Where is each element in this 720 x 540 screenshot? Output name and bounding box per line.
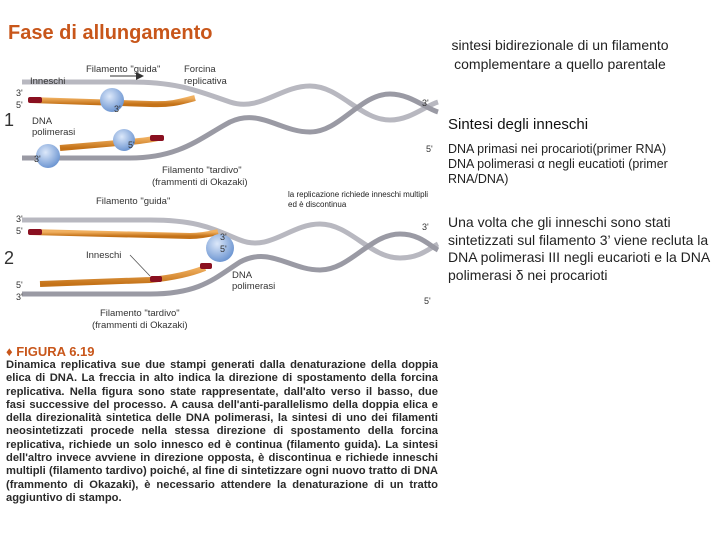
lagging-strand	[60, 138, 158, 148]
panel-1	[4, 64, 438, 188]
label-fork-2: replicativa	[184, 76, 227, 87]
end-label: 5'	[16, 100, 23, 110]
end-label: 5'	[424, 296, 431, 306]
end-label: 3'	[16, 214, 23, 224]
label-primers: Inneschi	[86, 250, 122, 261]
leading-strand	[30, 232, 218, 236]
end-label: 5'	[128, 140, 135, 150]
primer-leading	[28, 229, 42, 235]
label-leading: Filamento "guida"	[96, 196, 171, 207]
figure-caption-text: Dinamica replicativa sue due stampi generati dalla denaturazione della doppia elica di DNA. La freccia in alto indica la direzione di spostamento della forcina replicativa. Nella figura sono state rappresentate, dall'alto verso il basso, due fasi successive del processo. A causa dell'anti-parallelismo della doppia elica e della direzionalità sintetica delle DNA polimerasi, la sintesi di uno dei filamenti neosintetizzati procede nella stessa direzione di spostamento della forcina replicativa, richiede un solo innesco ed è continua (filamento guida). La sintesi dell'altro invece avviene in direzione opposta, è discontinua e richiede inneschi multipli (filamento tardivo) poiché, al fine di sintetizzare ogni nuovo tratto di DNA (frammento di Okazaki), è necessario attendere la denaturazione di un tratto aggiuntivo di stampo.	[6, 359, 438, 504]
label-okazaki: (frammenti di Okazaki)	[92, 320, 188, 331]
end-label: 5'	[16, 280, 23, 290]
end-label: 5'	[16, 226, 23, 236]
slide-title: Fase di allungamento	[8, 22, 213, 44]
primer-synthesis-text	[448, 142, 710, 187]
end-label: 3'	[422, 222, 429, 232]
primer-line: RNA/DNA)	[448, 172, 509, 186]
primer-leading	[28, 97, 42, 103]
end-label: 3'	[34, 154, 41, 164]
label-lagging: Filamento "tardivo"	[162, 165, 242, 176]
discontinuity-note: la replicazione richiede inneschi multipli ed è discontinua	[288, 190, 429, 209]
figure-caption-title: ♦ FIGURA 6.19	[6, 344, 95, 359]
polymerase-recruitment-text: Una volta che gli inneschi sono stati sintetizzati sul filamento 3’ viene recluta la DNA polimerasi III negli eucarioti e la DNA polimerasi δ nei procarioti	[448, 214, 710, 283]
primer-synthesis-heading: Sintesi degli inneschi	[448, 116, 589, 133]
label-leading: Filamento "guida"	[86, 64, 161, 75]
primer-lagging	[150, 135, 164, 141]
primer-line: DNA polimerasi α negli eucatioti (primer	[448, 157, 668, 171]
lagging-strand	[40, 268, 205, 284]
label-okazaki: (frammenti di Okazaki)	[152, 177, 248, 188]
end-label: 5'	[220, 244, 227, 254]
end-label: 5'	[426, 144, 433, 154]
label-primers: Inneschi	[30, 76, 66, 87]
panel-2	[4, 196, 438, 331]
label-fork: Forcina	[184, 64, 216, 75]
end-label: 3'	[114, 104, 121, 114]
end-label: 3'	[422, 98, 429, 108]
label-lagging: Filamento "tardivo"	[100, 308, 180, 319]
label-polymerase-2: polimerasi	[232, 281, 276, 292]
label-polymerase-2: polimerasi	[32, 127, 76, 138]
end-label: 3'	[16, 292, 23, 302]
primer-lagging	[200, 263, 212, 269]
slide-subtitle: sintesi bidirezionale di un filamento complementare a quello parentale	[451, 37, 669, 72]
label-polymerase: DNA	[232, 270, 253, 281]
primer-pointer	[130, 255, 150, 276]
end-label: 3'	[220, 232, 227, 242]
label-polymerase: DNA	[32, 116, 53, 127]
primer-lagging	[150, 276, 162, 282]
panel-number: 2	[4, 248, 15, 268]
panel-number: 1	[4, 110, 15, 130]
end-label: 3'	[16, 88, 23, 98]
primer-line: DNA primasi nei procarioti(primer RNA)	[448, 142, 667, 156]
